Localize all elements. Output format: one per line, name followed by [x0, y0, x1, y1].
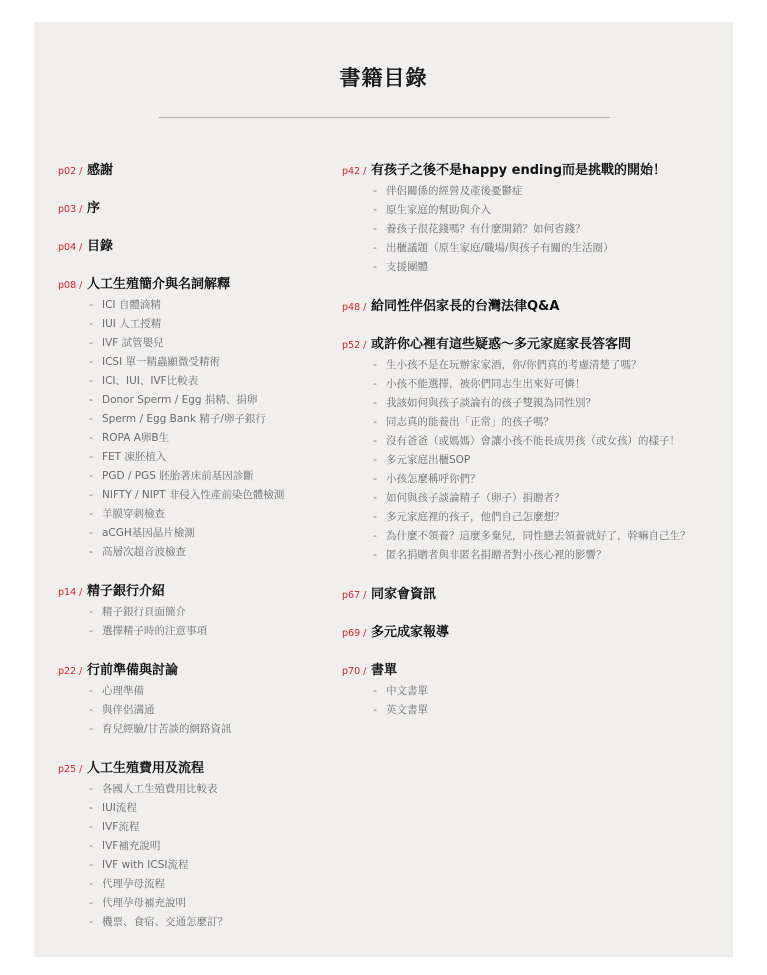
toc-subitem[interactable]: [342, 355, 691, 374]
page-number: p42 /: [342, 166, 367, 177]
toc-section: [58, 235, 284, 254]
section-title: 書單: [371, 663, 398, 678]
subitem-label: 中文書單: [386, 685, 428, 697]
page-number: p67 /: [342, 590, 367, 601]
toc-section: [342, 583, 691, 602]
bullet-dash: -: [89, 545, 93, 558]
subitem-label: 機票、食宿、交通怎麼訂？: [102, 916, 228, 928]
subitem-label: ROPA A卵B生: [102, 432, 170, 444]
subitem-label: 各國人工生殖費用比較表: [102, 783, 218, 795]
subitem-label: 同志真的能養出「正常」的孩子嗎？: [386, 416, 554, 428]
toc-section-heading[interactable]: [342, 295, 691, 314]
toc-section: [58, 757, 284, 931]
toc-section-heading[interactable]: [342, 159, 691, 178]
page-number: p14 /: [58, 587, 83, 598]
bullet-dash: -: [373, 377, 377, 390]
toc-section-heading[interactable]: [342, 583, 691, 602]
bullet-dash: -: [89, 722, 93, 735]
bullet-dash: -: [373, 703, 377, 716]
toc-subitem[interactable]: [58, 352, 284, 371]
page-number: p48 /: [342, 302, 367, 313]
section-title: 人工生殖簡介與名詞解釋: [87, 277, 231, 292]
toc-subitem[interactable]: [58, 314, 284, 333]
toc-subitem[interactable]: [58, 817, 284, 836]
toc-subitem[interactable]: [342, 431, 691, 450]
bullet-dash: -: [89, 431, 93, 444]
toc-section: [342, 333, 691, 564]
toc-subitem[interactable]: [58, 523, 284, 542]
toc-section-heading[interactable]: [342, 621, 691, 640]
toc-section-heading[interactable]: [58, 159, 284, 178]
subitem-label: aCGH基因晶片檢測: [102, 527, 195, 539]
subitem-label: 代理孕母流程: [102, 878, 165, 890]
toc-section-heading[interactable]: [58, 757, 284, 776]
subitem-label: 心理準備: [102, 685, 144, 697]
subitem-label: 生小孩不是在玩辦家家酒，你/你們真的考慮清楚了嗎？: [386, 359, 642, 371]
bullet-dash: -: [373, 548, 377, 561]
subitem-label: IUI 人工授精: [102, 318, 162, 330]
subitem-label: 英文書單: [386, 704, 428, 716]
toc-section: [58, 159, 284, 178]
toc-subitem[interactable]: [342, 374, 691, 393]
subitem-label: 羊膜穿刺檢查: [102, 508, 165, 520]
toc-page: [34, 22, 733, 957]
toc-section: [58, 197, 284, 216]
subitem-label: 養孩子很花錢嗎？有什麼開銷？如何省錢？: [386, 223, 586, 235]
section-title: 人工生殖費用及流程: [87, 761, 205, 776]
toc-subitem[interactable]: [58, 912, 284, 931]
toc-subitem[interactable]: [342, 469, 691, 488]
toc-subitem[interactable]: [342, 219, 691, 238]
bullet-dash: -: [373, 453, 377, 466]
bullet-dash: -: [89, 703, 93, 716]
subitem-label: IVF補充說明: [102, 840, 161, 852]
subitem-label: 如何與孩子談論精子（卵子）捐贈者？: [386, 492, 565, 504]
bullet-dash: -: [373, 358, 377, 371]
subitem-label: NIFTY / NIPT 非侵入性產前染色體檢測: [102, 489, 285, 501]
bullet-dash: -: [373, 222, 377, 235]
toc-subitem[interactable]: [58, 874, 284, 893]
page-number: p70 /: [342, 666, 367, 677]
subitem-label: ICI 自體滴精: [102, 299, 161, 311]
page-number: p02 /: [58, 166, 83, 177]
page-number: p25 /: [58, 764, 83, 775]
subitem-label: IVF with ICSI流程: [102, 859, 189, 871]
page-title: 書籍目錄: [339, 66, 428, 90]
bullet-dash: -: [89, 801, 93, 814]
subitem-label: FET 凍胚植入: [102, 451, 167, 463]
page-number: p04 /: [58, 242, 83, 253]
toc-section-heading[interactable]: [58, 235, 284, 254]
toc-subitem[interactable]: [342, 526, 691, 545]
page-number: p22 /: [58, 666, 83, 677]
bullet-dash: -: [373, 203, 377, 216]
bullet-dash: -: [373, 415, 377, 428]
section-title: 行前準備與討論: [87, 663, 179, 678]
subitem-label: ICSI 單一精蟲顯微受精術: [102, 356, 221, 368]
toc-left-column: [58, 159, 284, 950]
page-number: p69 /: [342, 628, 367, 639]
toc-subitem[interactable]: [342, 545, 691, 564]
bullet-dash: -: [373, 184, 377, 197]
toc-right-column: [342, 159, 691, 738]
subitem-label: 原生家庭的幫助與介入: [386, 204, 491, 216]
toc-section-heading[interactable]: [342, 333, 691, 352]
bullet-dash: -: [89, 896, 93, 909]
toc-subitem[interactable]: [58, 504, 284, 523]
subitem-label: 支援團體: [386, 261, 428, 273]
bullet-dash: -: [373, 396, 377, 409]
toc-section: [342, 295, 691, 314]
bullet-dash: -: [89, 526, 93, 539]
bullet-dash: -: [89, 858, 93, 871]
toc-subitem[interactable]: [58, 681, 284, 700]
title-divider: [159, 117, 610, 118]
subitem-label: Donor Sperm / Egg 捐精、捐卵: [102, 394, 258, 406]
section-title: 給同性伴侶家長的台灣法律Q&A: [371, 299, 560, 314]
section-title: 多元成家報導: [371, 625, 450, 640]
toc-subitem[interactable]: [58, 295, 284, 314]
toc-section: [342, 159, 691, 276]
subitem-label: 選擇精子時的注意事項: [102, 625, 207, 637]
bullet-dash: -: [89, 355, 93, 368]
subitem-label: 小孩怎麼稱呼你們？: [386, 473, 481, 485]
bullet-dash: -: [89, 412, 93, 425]
toc-section: [58, 659, 284, 738]
bullet-dash: -: [373, 684, 377, 697]
subitem-label: 育兒經驗/甘苦談的網路資訊: [102, 723, 232, 735]
toc-subitem[interactable]: [58, 602, 284, 621]
subitem-label: 高層次超音波檢查: [102, 546, 186, 558]
section-title: 感謝: [87, 163, 114, 178]
section-title: 目錄: [87, 239, 114, 254]
bullet-dash: -: [373, 529, 377, 542]
toc-subitem[interactable]: [58, 409, 284, 428]
section-title: 有孩子之後不是happy ending而是挑戰的開始！: [371, 163, 667, 178]
toc-section-heading[interactable]: [58, 580, 284, 599]
toc-subitem[interactable]: [58, 855, 284, 874]
subitem-label: 精子銀行頁面簡介: [102, 606, 186, 618]
toc-subitem[interactable]: [58, 447, 284, 466]
subitem-label: 多元家庭出櫃SOP: [386, 454, 471, 466]
toc-subitem[interactable]: [58, 390, 284, 409]
section-title: 或許你心裡有這些疑惑～多元家庭家長答客問: [371, 337, 632, 352]
bullet-dash: -: [89, 317, 93, 330]
toc-subitem[interactable]: [58, 542, 284, 561]
bullet-dash: -: [373, 491, 377, 504]
toc-section: [58, 580, 284, 640]
toc-subitem[interactable]: [58, 371, 284, 390]
toc-subitem[interactable]: [58, 485, 284, 504]
subitem-label: 代理孕母補充說明: [102, 897, 186, 909]
toc-subitem[interactable]: [342, 488, 691, 507]
toc-subitem[interactable]: [342, 181, 691, 200]
toc-subitem[interactable]: [342, 238, 691, 257]
toc-section: [342, 621, 691, 640]
toc-subitem[interactable]: [58, 333, 284, 352]
bullet-dash: -: [89, 820, 93, 833]
toc-subitem[interactable]: [58, 798, 284, 817]
bullet-dash: -: [89, 488, 93, 501]
bullet-dash: -: [89, 605, 93, 618]
bullet-dash: -: [89, 782, 93, 795]
toc-subitem[interactable]: [342, 393, 691, 412]
section-title: 同家會資訊: [371, 587, 437, 602]
bullet-dash: -: [373, 260, 377, 273]
subitem-label: 出櫃議題（原生家庭/職場/與孩子有關的生活圈）: [386, 242, 614, 254]
bullet-dash: -: [89, 469, 93, 482]
bullet-dash: -: [89, 298, 93, 311]
subitem-label: PGD / PGS 胚胎著床前基因診斷: [102, 470, 254, 482]
toc-section: [58, 273, 284, 561]
toc-subitem[interactable]: [342, 257, 691, 276]
subitem-label: IVF流程: [102, 821, 140, 833]
bullet-dash: -: [89, 507, 93, 520]
subitem-label: 小孩不能選擇，被你們同志生出來好可憐！: [386, 378, 586, 390]
bullet-dash: -: [373, 241, 377, 254]
bullet-dash: -: [89, 915, 93, 928]
bullet-dash: -: [89, 624, 93, 637]
toc-section-heading[interactable]: [58, 197, 284, 216]
subitem-label: 與伴侶溝通: [102, 704, 155, 716]
toc-subitem[interactable]: [58, 466, 284, 485]
toc-subitem[interactable]: [58, 779, 284, 798]
page-number: p03 /: [58, 204, 83, 215]
section-title: 序: [87, 201, 101, 216]
toc-subitem[interactable]: [58, 428, 284, 447]
toc-subitem[interactable]: [342, 681, 691, 700]
toc-subitem[interactable]: [58, 700, 284, 719]
subitem-label: Sperm / Egg Bank 精子/卵子銀行: [102, 413, 266, 425]
subitem-label: IVF 試管嬰兒: [102, 337, 164, 349]
bullet-dash: -: [89, 684, 93, 697]
toc-subitem[interactable]: [58, 719, 284, 738]
toc-section-heading[interactable]: [58, 273, 284, 292]
bullet-dash: -: [373, 434, 377, 447]
toc-section-heading[interactable]: [58, 659, 284, 678]
subitem-label: 我該如何與孩子談論有的孩子雙親為同性別？: [386, 397, 596, 409]
subitem-label: 多元家庭裡的孩子，他們自己怎麼想？: [386, 511, 565, 523]
subitem-label: 伴侶關係的經營及產後憂鬱症: [386, 185, 523, 197]
subitem-label: 沒有爸爸（或媽媽）會讓小孩不能長成男孩（或女孩）的樣子！: [386, 435, 680, 447]
toc-subitem[interactable]: [342, 450, 691, 469]
subitem-label: IUI流程: [102, 802, 137, 814]
bullet-dash: -: [89, 839, 93, 852]
toc-section: [342, 659, 691, 719]
page-number: p52 /: [342, 340, 367, 351]
bullet-dash: -: [89, 450, 93, 463]
toc-subitem[interactable]: [58, 836, 284, 855]
bullet-dash: -: [373, 510, 377, 523]
toc-subitem[interactable]: [342, 700, 691, 719]
bullet-dash: -: [89, 336, 93, 349]
bullet-dash: -: [89, 393, 93, 406]
bullet-dash: -: [89, 877, 93, 890]
subitem-label: 匿名捐贈者與非匿名捐贈者對小孩心裡的影響？: [386, 549, 607, 561]
subitem-label: 為什麼不領養？這麼多棄兒，同性戀去領養就好了，幹嘛自己生？: [386, 530, 691, 542]
subitem-label: ICI、IUI、IVF比較表: [102, 375, 199, 387]
toc-subitem[interactable]: [58, 621, 284, 640]
page-number: p08 /: [58, 280, 83, 291]
toc-section-heading[interactable]: [342, 659, 691, 678]
bullet-dash: -: [89, 374, 93, 387]
toc-subitem[interactable]: [342, 412, 691, 431]
toc-subitem[interactable]: [342, 200, 691, 219]
section-title: 精子銀行介紹: [87, 584, 166, 599]
toc-subitem[interactable]: [342, 507, 691, 526]
bullet-dash: -: [373, 472, 377, 485]
toc-subitem[interactable]: [58, 893, 284, 912]
